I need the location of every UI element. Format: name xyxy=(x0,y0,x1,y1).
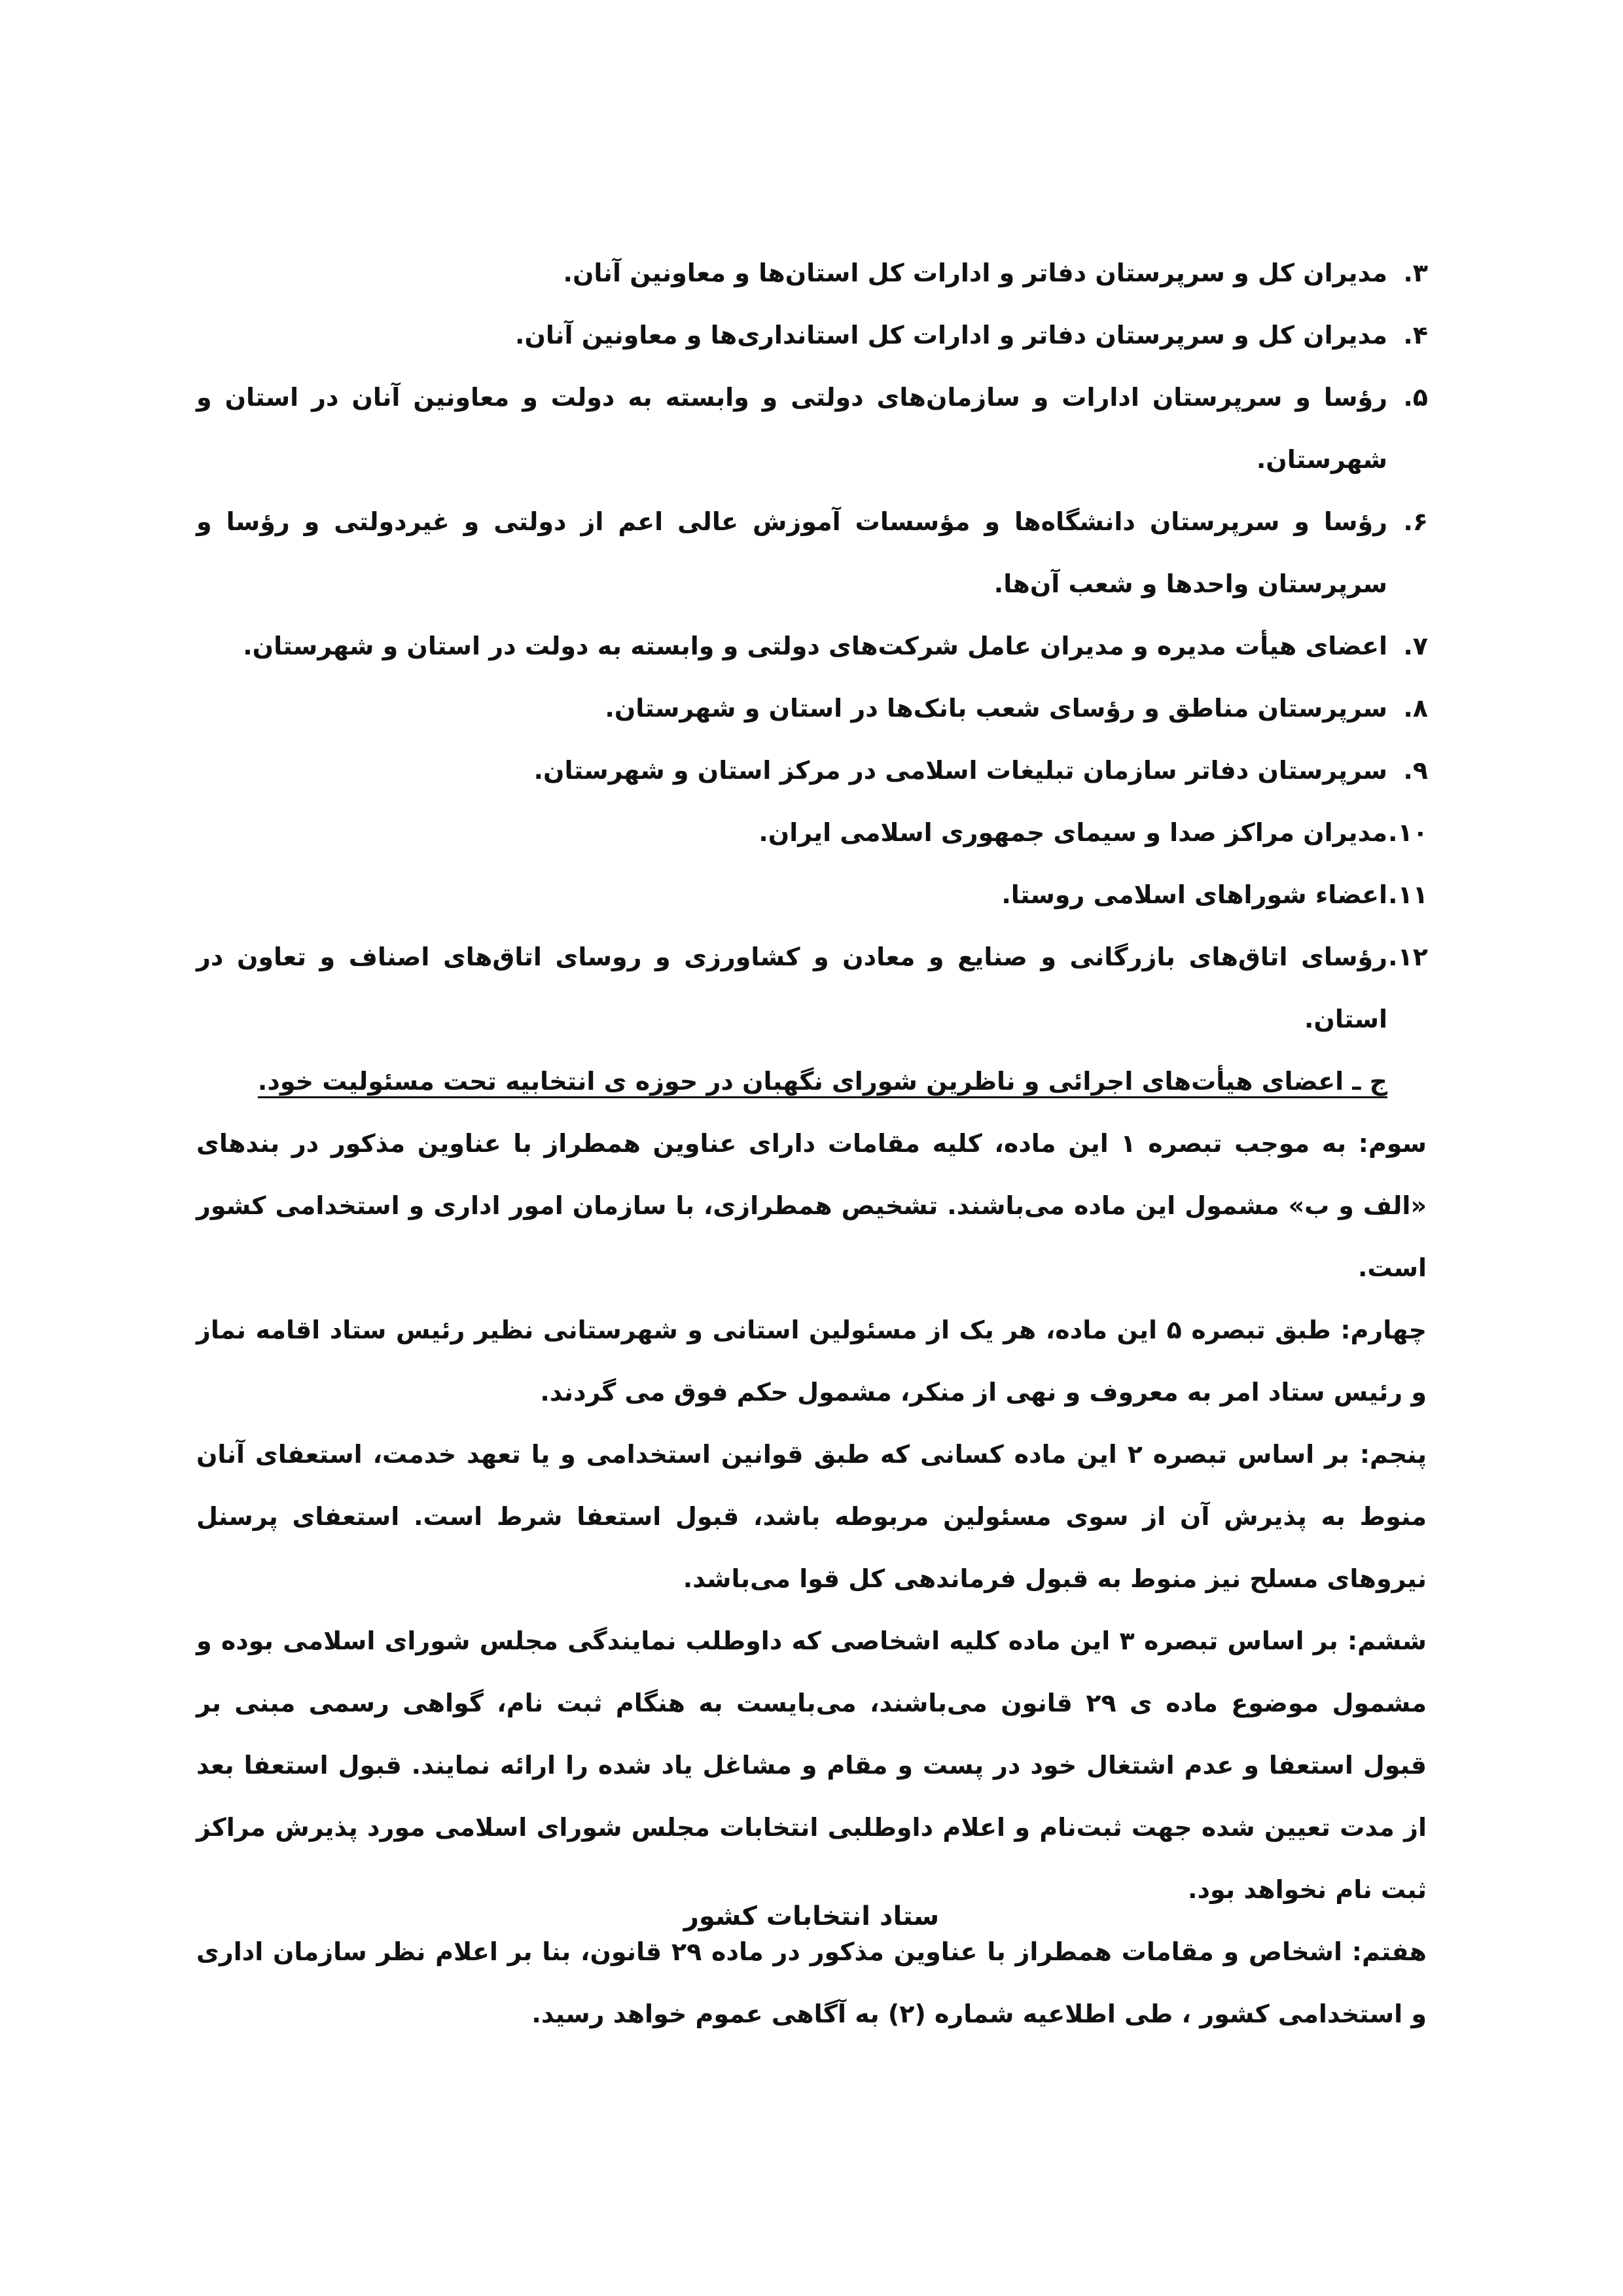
paragraph-seventh: هفتم: اشخاص و مقامات همطراز با عناوین مذکور در ماده ۲۹ قانون، بنا بر اعلام نظر سازمان اداری و استخدامی کشور ، طی اطلاعیه شماره (۲) به آگاهی عموم خواهد رسید. xyxy=(196,1937,1427,2028)
list-item-text: مدیران مراکز صدا و سیمای جمهوری اسلامی ایران. xyxy=(758,818,1387,847)
list-item xyxy=(196,615,1428,677)
list-item-number: ۷. xyxy=(1403,632,1428,660)
list-item xyxy=(196,802,1428,864)
list-item-number: ۴. xyxy=(1403,321,1428,350)
list-item xyxy=(196,304,1428,367)
list-item-number: ۳. xyxy=(1403,259,1428,287)
list-item-number: ۱۲. xyxy=(1388,942,1428,971)
paragraph-fifth: پنجم: بر اساس تبصره ۲ این ماده کسانی که طبق قوانین استخدامی و یا تعهد خدمت، استعفای آنان منوط به پذیرش آن از سوی مسئولین مربوطه باشد، قبول استعفا شرط است. استعفای پرسنل نیروهای مسلح نیز منوط به قبول فرماندهی کل قوا می‌باشد. xyxy=(196,1440,1427,1593)
list-item-number: ۱۱. xyxy=(1388,880,1428,909)
list-item-text: سرپرستان دفاتر سازمان تبلیغات اسلامی در مرکز استان و شهرستان. xyxy=(533,756,1387,785)
list-item-text: سرپرستان مناطق و رؤسای شعب بانک‌ها در استان و شهرستان. xyxy=(605,694,1387,723)
signature-line: ستاد انتخابات کشور xyxy=(683,1901,940,1931)
list-item-number: ۵. xyxy=(1403,383,1428,412)
list-item-number: ۶. xyxy=(1403,507,1428,536)
paragraph-fourth: چهارم: طبق تبصره ۵ این ماده، هر یک از مسئولین استانی و شهرستانی نظیر رئیس ستاد اقامه نماز و رئیس ستاد امر به معروف و نهی از منکر، مشمول حکم فوق می گردند. xyxy=(196,1316,1427,1407)
list-item-number: ۱۰. xyxy=(1388,818,1428,847)
list-item-number: ۹. xyxy=(1403,756,1428,785)
list-item-text: اعضاء شوراهای اسلامی روستا. xyxy=(1001,880,1387,909)
list-item-text: اعضای هیأت مدیره و مدیران عامل شرکت‌های دولتی و وابسته به دولت در استان و شهرستان. xyxy=(243,632,1387,660)
list-item xyxy=(196,740,1428,802)
numbered-list xyxy=(196,242,1427,1050)
list-item-text: مدیران کل و سرپرستان دفاتر و ادارات کل استان‌ها و معاونین آنان. xyxy=(563,259,1387,287)
list-item xyxy=(196,677,1428,740)
list-item xyxy=(196,864,1428,926)
list-item-text: رؤسا و سرپرستان ادارات و سازمان‌های دولتی و وابسته به دولت و معاونین آنان در استان و شهرستان. xyxy=(196,383,1387,474)
list-item-number: ۸. xyxy=(1403,694,1428,723)
list-item xyxy=(196,491,1428,615)
list-item xyxy=(196,367,1428,491)
list-item-text: رؤسای اتاق‌های بازرگانی و صنایع و معادن و کشاورزی و روسای اتاق‌های اصناف و تعاون در استان. xyxy=(196,942,1387,1033)
section-c-heading: ج ـ اعضای هیأت‌های اجرائی و ناظرین شورای نگهبان در حوزه ی انتخابیه تحت مسئولیت خود. xyxy=(257,1067,1387,1096)
paragraph-sixth: ششم: بر اساس تبصره ۳ این ماده کلیه اشخاصی که داوطلب نمایندگی مجلس شورای اسلامی بوده و مشمول موضوع ماده ی ۲۹ قانون می‌باشند، می‌بایست به هنگام ثبت نام، گواهی رسمی مبنی بر قبول استعفا و عدم اشتغال خود در پست و مقام و مشاغل یاد شده را ارائه نمایند. قبول استعفا بعد از مدت تعیین شده جهت ثبت‌نام و اعلام داوطلبی انتخابات مجلس شورای اسلامی مورد پذیرش مراکز ثبت نام نخواهد بود. xyxy=(196,1626,1427,1904)
list-item-text: مدیران کل و سرپرستان دفاتر و ادارات کل استانداری‌ها و معاونین آنان. xyxy=(515,321,1387,350)
paragraph-third: سوم: به موجب تبصره ۱ این ماده، کلیه مقامات دارای عناوین همطراز با عناوین مذکور در بندهای «الف و ب» مشمول این ماده می‌باشند. تشخیص همطرازی، با سازمان امور اداری و استخدامی کشور است. xyxy=(196,1129,1427,1282)
document-body xyxy=(196,242,1427,2045)
list-item xyxy=(196,926,1428,1050)
list-item xyxy=(196,242,1428,304)
list-item-text: رؤسا و سرپرستان دانشگاه‌ها و مؤسسات آموزش عالی اعم از دولتی و غیردولتی و رؤسا و سرپرستان واحدها و شعب آن‌ها. xyxy=(196,507,1387,598)
